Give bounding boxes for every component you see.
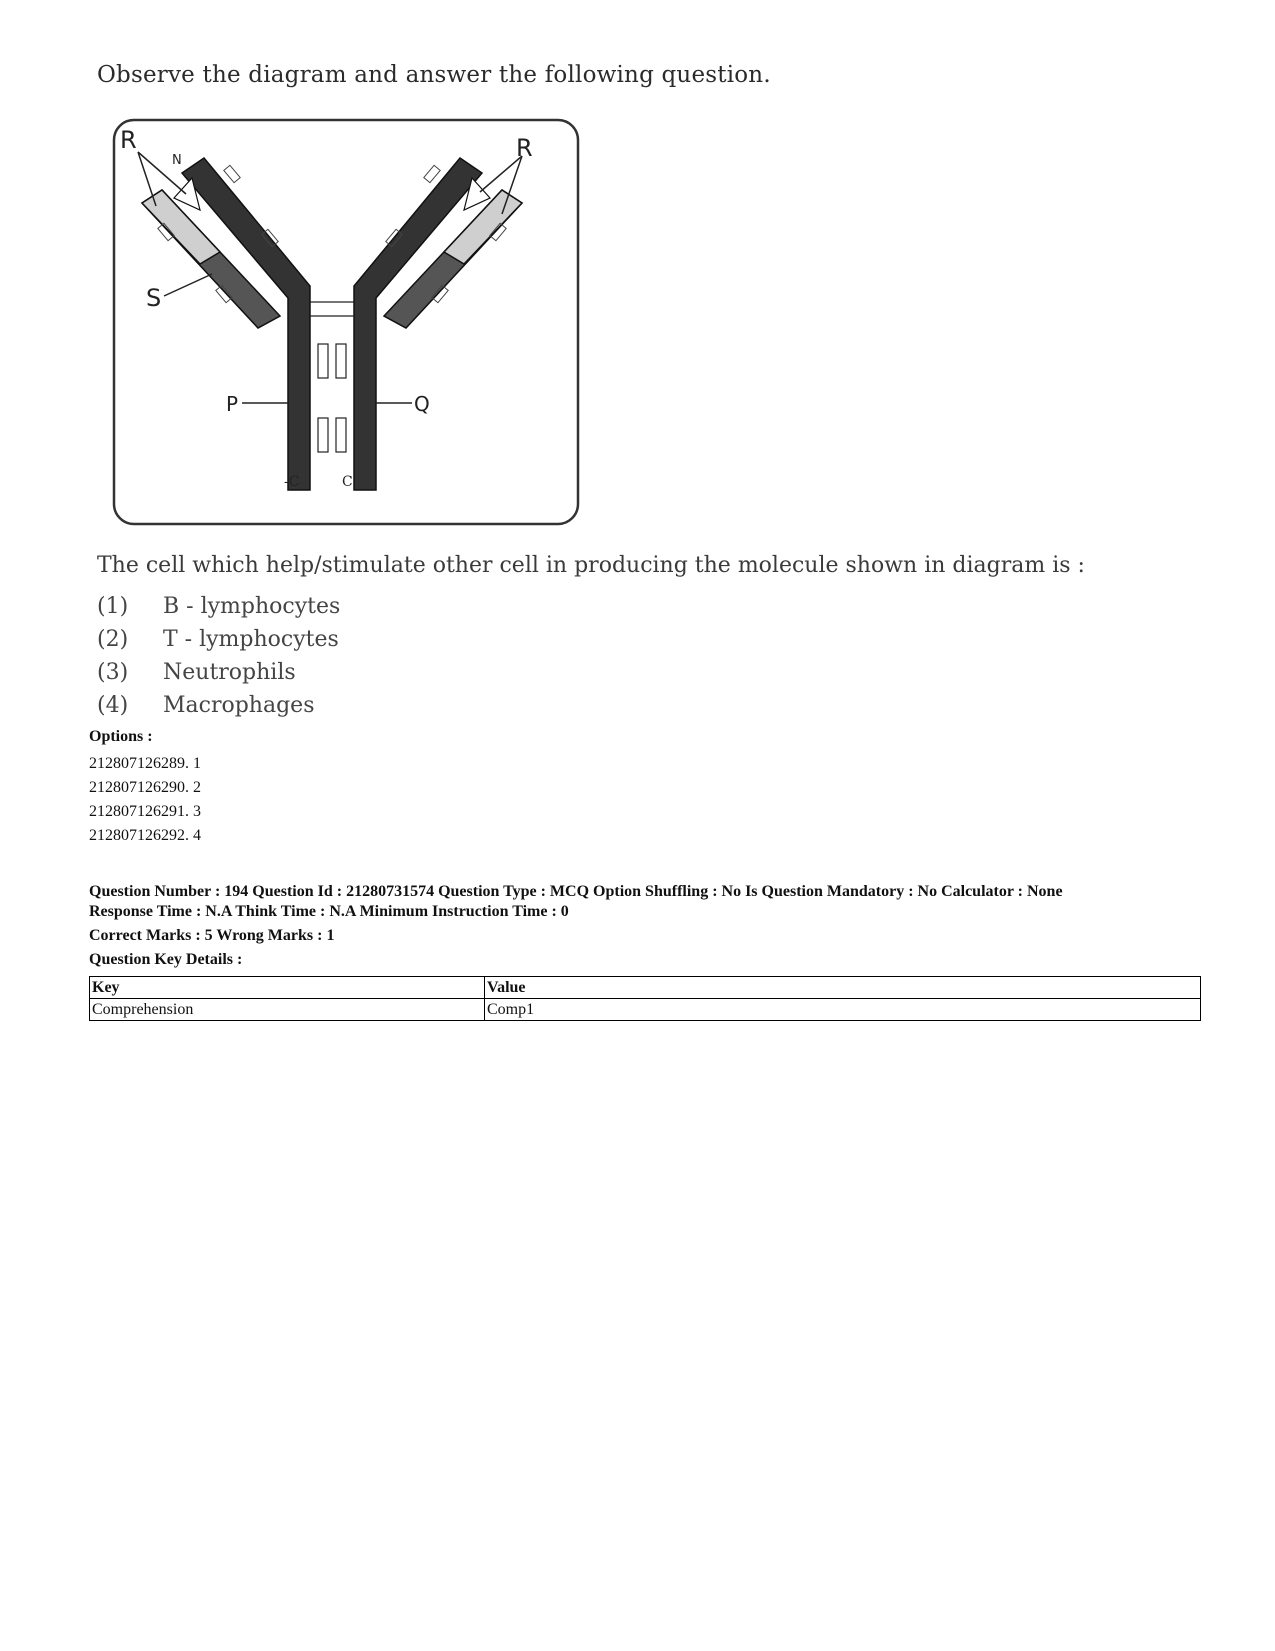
table-header-key: Key xyxy=(90,977,485,999)
choice-number: (3) xyxy=(97,660,129,685)
table-header-row xyxy=(90,977,1201,999)
meta-line-2: Response Time : N.A Think Time : N.A Minimum Instruction Time : 0 xyxy=(89,903,569,920)
label-s: S xyxy=(146,284,162,312)
label-q: Q xyxy=(414,392,430,416)
option-item: 212807126289. 1 xyxy=(89,755,201,772)
option-item: 212807126290. 2 xyxy=(89,779,201,796)
table-cell-value: Comp1 xyxy=(485,999,1201,1021)
marks-line: Correct Marks : 5 Wrong Marks : 1 xyxy=(89,927,335,944)
options-list xyxy=(89,752,201,848)
choice-item xyxy=(97,590,340,623)
question-meta xyxy=(89,882,1209,922)
options-heading: Options : xyxy=(89,728,153,745)
choice-number: (1) xyxy=(97,594,129,619)
question-text: The cell which help/stimulate other cell in producing the molecule shown in diagram is : xyxy=(97,553,1085,578)
choice-number: (2) xyxy=(97,627,129,652)
antibody-figure xyxy=(112,118,582,528)
label-n: N xyxy=(172,153,182,168)
table-cell-key: Comprehension xyxy=(90,999,485,1021)
choice-number: (4) xyxy=(97,693,129,718)
label-p: P xyxy=(226,392,239,416)
choice-text: T - lymphocytes xyxy=(163,627,339,652)
table-row xyxy=(90,999,1201,1021)
label-r-left: R xyxy=(120,126,137,154)
option-item: 212807126292. 4 xyxy=(89,827,201,844)
antibody-diagram xyxy=(112,118,582,528)
figure-frame xyxy=(114,120,578,524)
choice-text: Neutrophils xyxy=(163,660,296,685)
question-intro: Observe the diagram and answer the following question. xyxy=(97,62,771,88)
choice-text: Macrophages xyxy=(163,693,315,718)
key-details-heading: Question Key Details : xyxy=(89,951,243,968)
answer-choices xyxy=(97,590,340,722)
option-item: 212807126291. 3 xyxy=(89,803,201,820)
key-details-table xyxy=(89,976,1201,1021)
choice-item xyxy=(97,689,340,722)
label-c-right: C xyxy=(342,474,353,490)
choice-item xyxy=(97,623,340,656)
meta-line-1: Question Number : 194 Question Id : 21280731574 Question Type : MCQ Option Shuffling : No Is Question Mandatory : No Calculator : None xyxy=(89,883,1063,900)
choice-text: B - lymphocytes xyxy=(163,594,341,619)
label-r-right: R xyxy=(516,134,533,162)
choice-item xyxy=(97,656,340,689)
table-header-value: Value xyxy=(485,977,1201,999)
label-c-left: -C xyxy=(284,474,300,490)
